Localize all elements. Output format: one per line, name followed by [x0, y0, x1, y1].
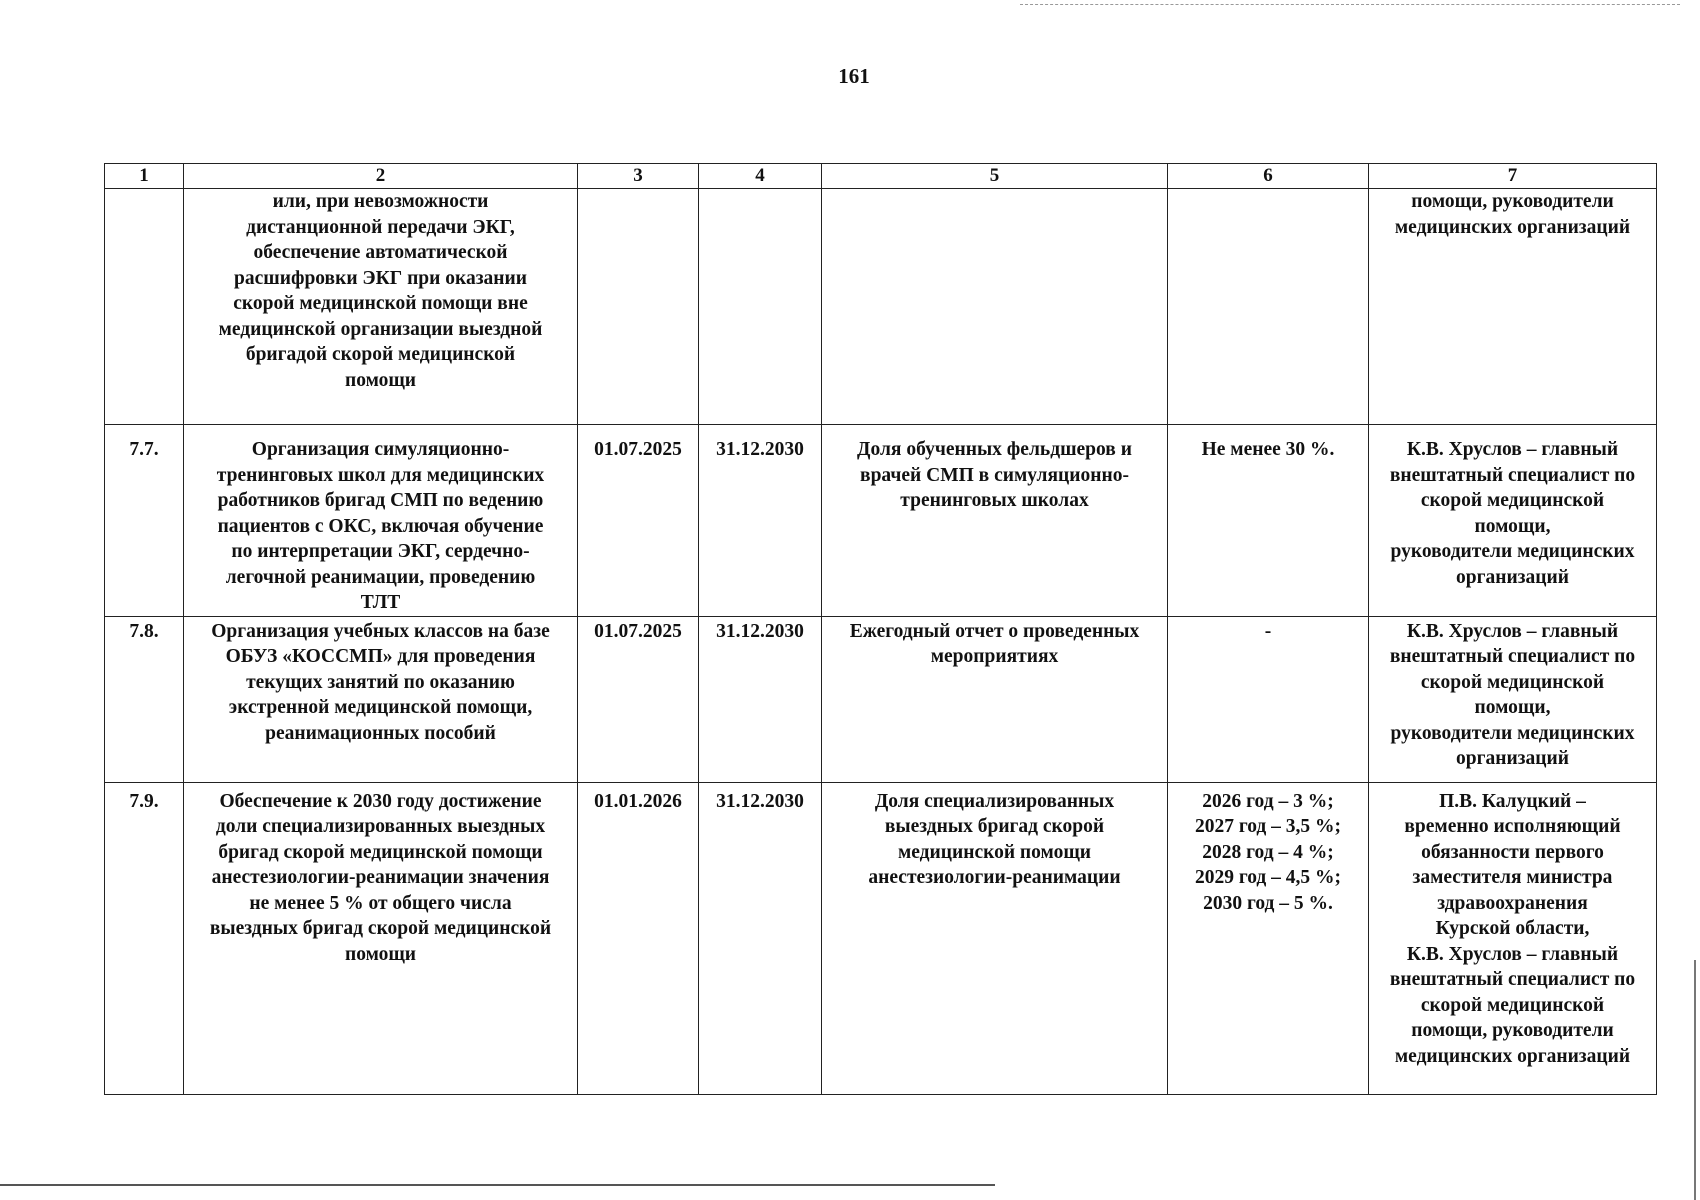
table-row — [105, 425, 1657, 617]
indicator-cell: Доля обученных фельдшеров и врачей СМП в симуляционно- тренинговых школах — [822, 425, 1168, 617]
scan-artifact-bottom — [0, 1184, 995, 1186]
target-value-cell: Не менее 30 %. — [1168, 425, 1369, 617]
row-number-cell: 7.9. — [105, 782, 184, 1094]
column-header: 4 — [699, 164, 822, 189]
start-date-cell: 01.01.2026 — [578, 782, 699, 1094]
column-header: 6 — [1168, 164, 1369, 189]
responsible-cell: П.В. Калуцкий – временно исполняющий обязанности первого заместителя министра здравоохранения Курской области, К.В. Хруслов – главный внештатный специалист по скорой медицинской помощи, руководители медицинских организаций — [1369, 782, 1657, 1094]
scan-artifact-top — [1020, 0, 1680, 5]
target-value-cell: - — [1168, 616, 1369, 782]
column-header: 1 — [105, 164, 184, 189]
indicator-cell — [822, 189, 1168, 425]
responsible-cell: помощи, руководители медицинских организаций — [1369, 189, 1657, 425]
start-date-cell: 01.07.2025 — [578, 616, 699, 782]
start-date-cell — [578, 189, 699, 425]
column-header: 2 — [184, 164, 578, 189]
end-date-cell: 31.12.2030 — [699, 425, 822, 617]
table-row — [105, 782, 1657, 1094]
responsible-cell: К.В. Хруслов – главный внештатный специалист по скорой медицинской помощи, руководители медицинских организаций — [1369, 616, 1657, 782]
row-number-cell: 7.7. — [105, 425, 184, 617]
table-row — [105, 616, 1657, 782]
table-row — [105, 189, 1657, 425]
page-number: 161 — [838, 64, 870, 88]
indicator-cell: Доля специализированных выездных бригад скорой медицинской помощи анестезиологии-реанимации — [822, 782, 1168, 1094]
indicator-cell: Ежегодный отчет о проведенных мероприятиях — [822, 616, 1168, 782]
column-header: 5 — [822, 164, 1168, 189]
start-date-cell: 01.07.2025 — [578, 425, 699, 617]
target-value-cell — [1168, 189, 1369, 425]
end-date-cell: 31.12.2030 — [699, 782, 822, 1094]
scan-artifact-right — [1694, 960, 1696, 1200]
activity-cell: Обеспечение к 2030 году достижение доли специализированных выездных бригад скорой медицинской помощи анестезиологии-реанимации значения не менее 5 % от общего числа выездных бригад скорой медицинской помощи — [184, 782, 578, 1094]
end-date-cell: 31.12.2030 — [699, 616, 822, 782]
end-date-cell — [699, 189, 822, 425]
row-number-cell: 7.8. — [105, 616, 184, 782]
activity-cell: Организация симуляционно- тренинговых школ для медицинских работников бригад СМП по ведению пациентов с ОКС, включая обучение по интерпретации ЭКГ, сердечно- легочной реанимации, проведению ТЛТ — [184, 425, 578, 617]
table-header-row — [105, 164, 1657, 189]
column-header: 7 — [1369, 164, 1657, 189]
activity-cell: или, при невозможности дистанционной передачи ЭКГ, обеспечение автоматической расшифровки ЭКГ при оказании скорой медицинской помощи вне медицинской организации выездной бригадой скорой медицинской помощи — [184, 189, 578, 425]
activity-cell: Организация учебных классов на базе ОБУЗ «КОССМП» для проведения текущих занятий по оказанию экстренной медицинской помощи, реанимационных пособий — [184, 616, 578, 782]
target-value-cell: 2026 год – 3 %; 2027 год – 3,5 %; 2028 год – 4 %; 2029 год – 4,5 %; 2030 год – 5 %. — [1168, 782, 1369, 1094]
row-number-cell — [105, 189, 184, 425]
column-header: 3 — [578, 164, 699, 189]
responsible-cell: К.В. Хруслов – главный внештатный специалист по скорой медицинской помощи, руководители медицинских организаций — [1369, 425, 1657, 617]
plan-table — [104, 163, 1657, 1095]
